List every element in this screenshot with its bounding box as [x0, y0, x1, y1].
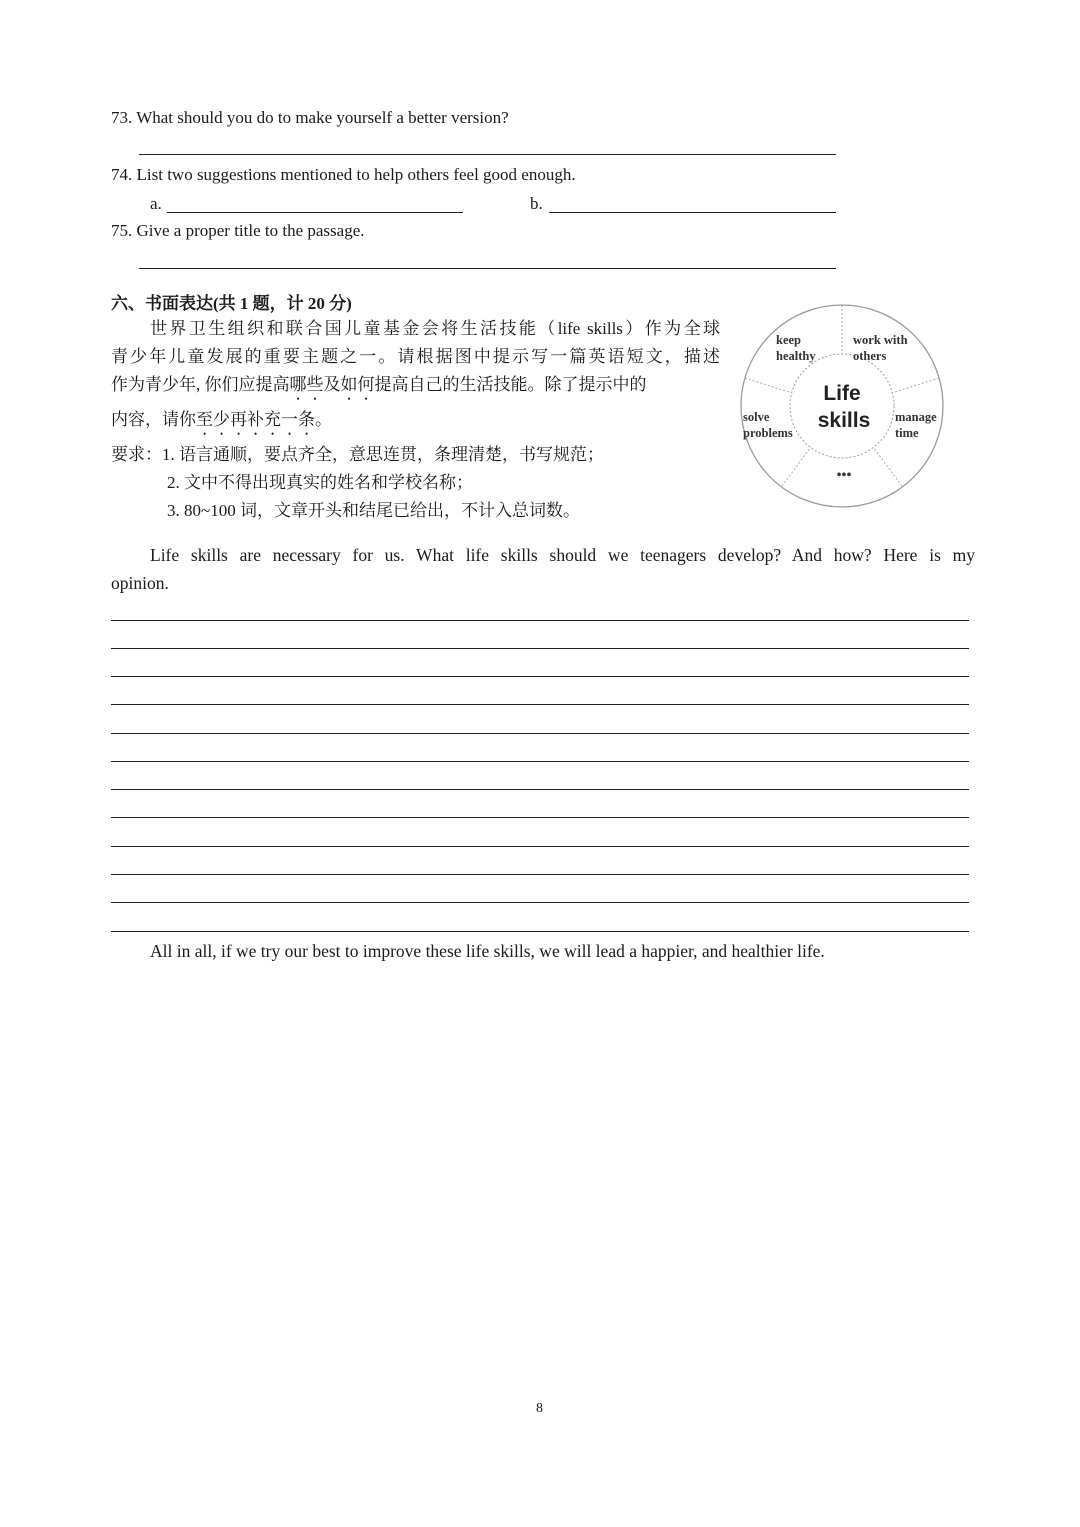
intro-text: 。: [315, 410, 332, 429]
emphasis-how: 如何: [340, 375, 375, 394]
segment-keep-healthy: healthy: [776, 349, 816, 363]
section-title: 六、书面表达(共 1 题，计 20 分): [111, 294, 352, 313]
intro-text: 内容，请你: [111, 410, 196, 429]
question-75: 75. Give a proper title to the passage.: [111, 221, 365, 240]
intro-line-3: [111, 371, 720, 404]
writing-line[interactable]: [111, 704, 969, 705]
answer-line-75[interactable]: [139, 268, 836, 269]
writing-line[interactable]: [111, 846, 969, 847]
opening-line-1: Life skills are necessary for us. What life skills should we teenagers develop? And how? Here is my: [150, 545, 975, 565]
intro-text: 及: [323, 375, 341, 394]
requirement-1: 要求：1. 语言通顺，要点齐全，意思连贯，条理清楚，书写规范；: [111, 445, 604, 464]
writing-line[interactable]: [111, 931, 969, 932]
intro-line-2: 青少年儿童发展的重要主题之一。请根据图中提示写一篇英语短文，描述: [111, 347, 720, 366]
writing-line[interactable]: [111, 620, 969, 621]
intro-text: 提高自己的生活技能。除了提示中的: [374, 375, 647, 394]
question-74: 74. List two suggestions mentioned to help others feel good enough.: [111, 165, 576, 184]
segment-manage-time: manage: [895, 410, 937, 424]
answer-line-74b[interactable]: [549, 212, 836, 213]
segment-manage-time: time: [895, 426, 919, 440]
segment-keep-healthy: keep: [776, 333, 801, 347]
life-skills-diagram: [735, 303, 950, 511]
writing-line[interactable]: [111, 902, 969, 903]
segment-more: •••: [836, 468, 852, 483]
writing-line[interactable]: [111, 874, 969, 875]
writing-line[interactable]: [111, 817, 969, 818]
writing-line[interactable]: [111, 761, 969, 762]
writing-line[interactable]: [111, 648, 969, 649]
segment-work-with-others: others: [853, 349, 887, 363]
writing-line[interactable]: [111, 733, 969, 734]
requirement-2: 2. 文中不得出现真实的姓名和学校名称；: [167, 473, 473, 492]
writing-line[interactable]: [111, 676, 969, 677]
page-number: 8: [536, 1401, 543, 1416]
emphasis-which: 哪些: [289, 375, 324, 394]
opening-line-2: opinion.: [111, 573, 169, 593]
inner-circle: [790, 354, 894, 458]
intro-line-4: [111, 406, 332, 439]
segment-work-with-others: work with: [853, 333, 908, 347]
segment-solve-problems: solve: [743, 410, 770, 424]
answer-line-73[interactable]: [139, 154, 836, 155]
answer-label-b: b.: [530, 194, 543, 213]
answer-label-a: a.: [150, 194, 162, 213]
segment-solve-problems: problems: [743, 426, 793, 440]
intro-line-1: 世界卫生组织和联合国儿童基金会将生活技能（life skills）作为全球: [150, 319, 720, 338]
intro-text: 作为青少年, 你们应提高: [111, 375, 290, 394]
answer-line-74a[interactable]: [167, 212, 463, 213]
writing-line[interactable]: [111, 789, 969, 790]
requirement-3: 3. 80~100 词，文章开头和结尾已给出，不计入总词数。: [167, 501, 580, 520]
emphasis-add-one: 至少再补充一条: [196, 410, 315, 429]
center-label-skills: skills: [817, 409, 871, 432]
closing-line: All in all, if we try our best to improve these life skills, we will lead a happier, and healthier life.: [150, 941, 825, 961]
center-label-life: Life: [823, 382, 861, 405]
question-73: 73. What should you do to make yourself a better version?: [111, 108, 509, 127]
